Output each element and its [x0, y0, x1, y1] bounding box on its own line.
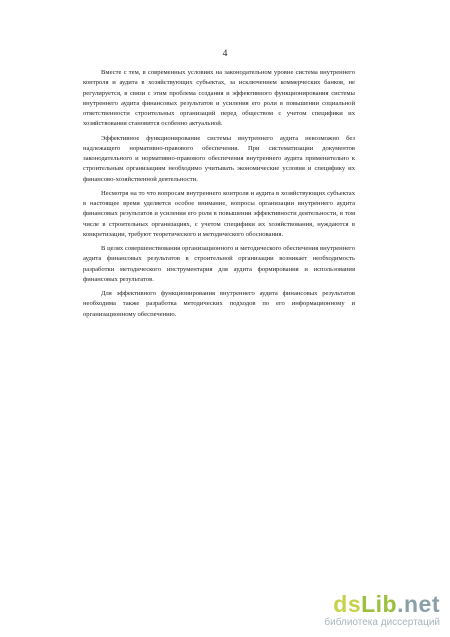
dslib-watermark [324, 592, 440, 629]
page-number: 4 [222, 49, 228, 59]
body-text [83, 68, 355, 324]
paragraph-4: В целях совершенствования организационного и методического обеспечения внутреннего аудита финансовых результатов в строительной организации возникает необходимость разработки методического инструментария для аудита формирования и использования финансовых результатов. [83, 245, 355, 283]
paragraph-1: Вместе с тем, в современных условиях на законодательном уровне система внутреннего контроля и аудита в хозяйствующих субъектах, за исключением коммерческих банков, не регулируется, в связи с этим проблема создания и эффективного функционирования системы внутреннего аудита финансовых результатов и усиления его роли в повышении социальной ответственности строительных организаций перед обществом с учетом специфики их хозяйствования становится особенно актуальной. [83, 69, 355, 128]
paragraph-3: Несмотря на то что вопросам внутреннего контроля и аудита в хозяйствующих субъектах в настоящее время уделяется особое внимание, вопросы организации внутреннего аудита финансовых результатов и усиления его роли в повышении эффективности деятельности, в том числе в строительных организациях, с учетом специфики их хозяйствования, нуждаются в конкретизации, требуют теоретического и методического обоснования. [83, 189, 355, 238]
dslib-logo [324, 592, 440, 616]
logo-part-net: .net [397, 591, 440, 617]
logo-part-ds: ds [333, 591, 362, 617]
paragraph-5: Для эффективного функционирования внутреннего аудита финансовых результатов необходима также разработка методических подходов по его информационному и организационному обеспечению. [83, 290, 355, 318]
logo-part-lib: Lib [361, 591, 398, 617]
paragraph-2: Эффективное функционирование системы внутреннего аудита невозможно без надлежащего нормативно-правового обеспечения. При систематизации документов законодательного и нормативно-правового обеспечения внутреннего аудита применительно к строительным организациям необходимо учитывать экономические условия и специфику их финансово-хозяйственной деятельности. [83, 134, 355, 183]
watermark-tagline: библиотека диссертаций [324, 617, 440, 628]
